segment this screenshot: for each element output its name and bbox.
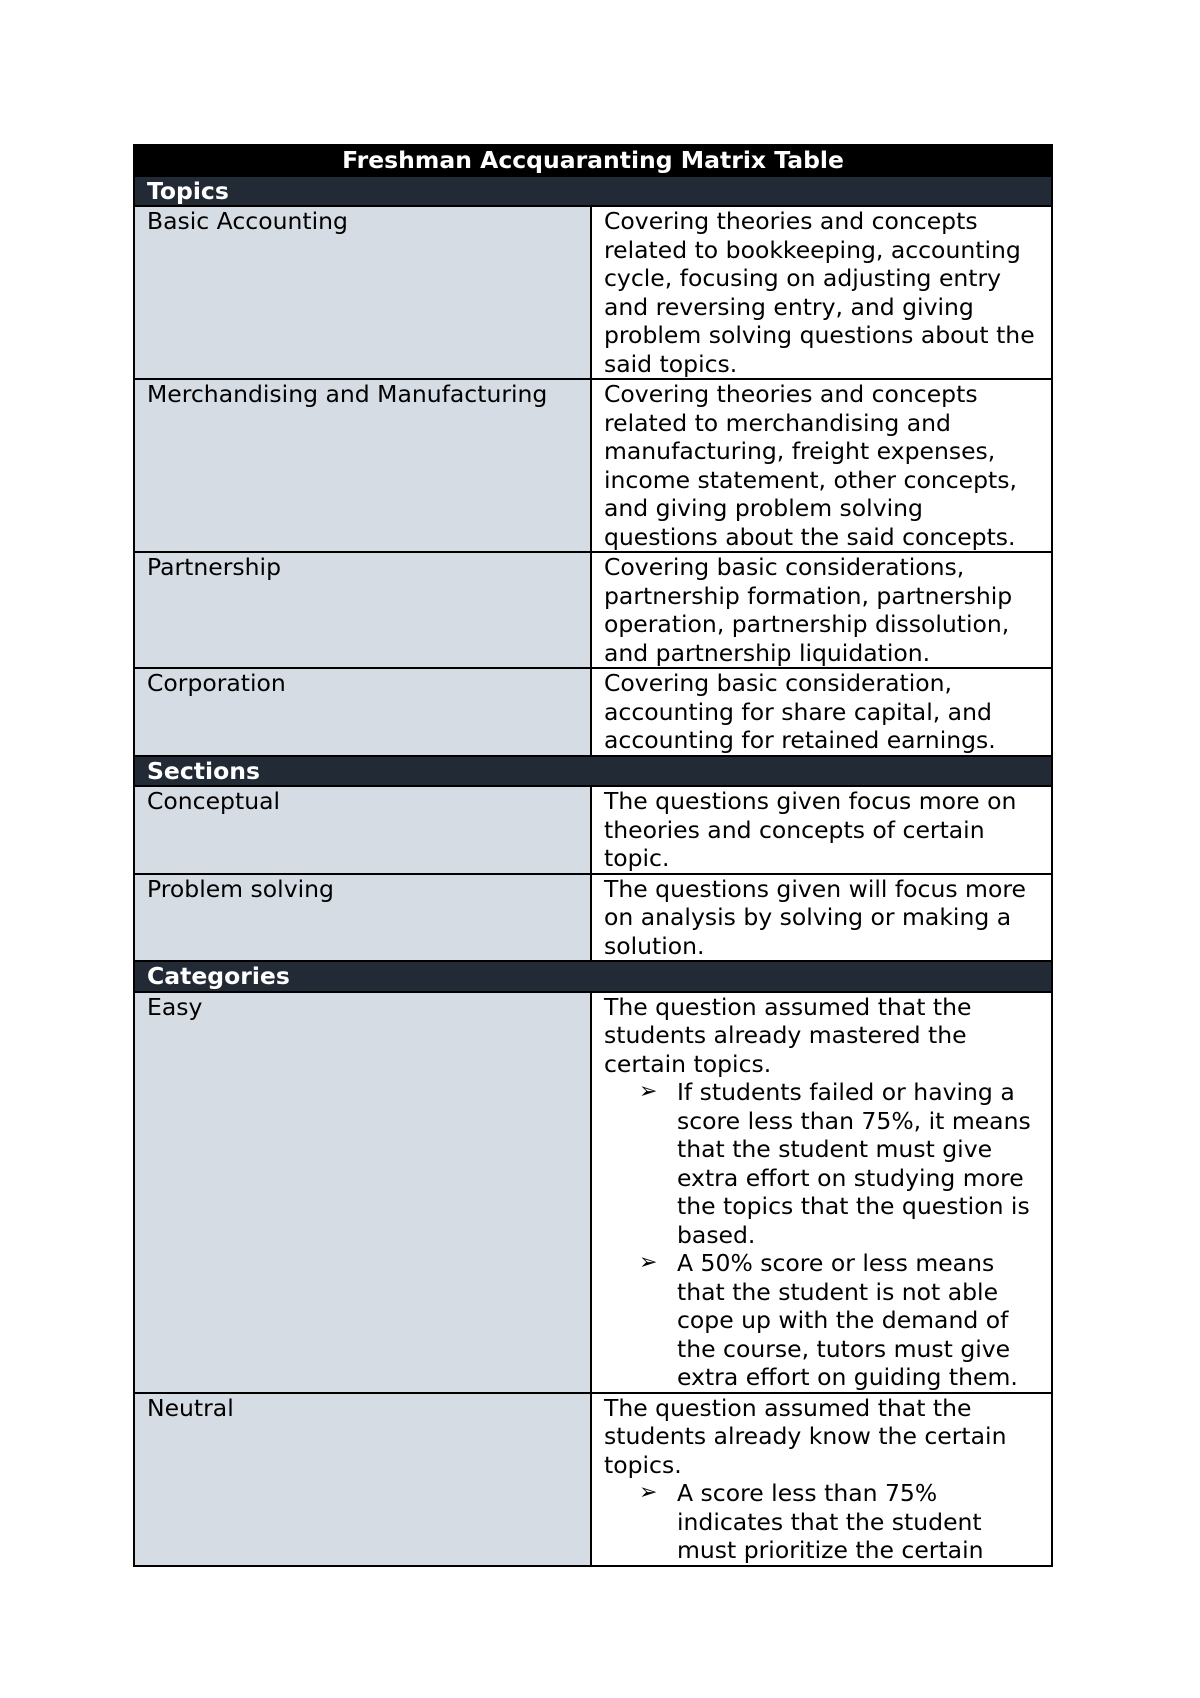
table-row (134, 552, 1052, 668)
row-description: Covering theories and concepts related to merchandising and manufacturing, freight expenses, income statement, other concepts, and giving problem solving questions about the said concepts. (591, 379, 1052, 552)
section-heading: Topics (134, 176, 1052, 207)
row-label: Partnership (134, 552, 591, 668)
row-label: Problem solving (134, 874, 591, 962)
arrow-bullet-icon: ➢ (639, 1250, 658, 1275)
row-label: Conceptual (134, 786, 591, 874)
arrow-bullet-icon: ➢ (639, 1079, 658, 1104)
bullet-list (604, 1078, 1039, 1392)
row-description: Covering basic considerations, partnership formation, partnership operation, partnership dissolution, and partnership liquidation. (591, 552, 1052, 668)
table-row (134, 668, 1052, 756)
bullet-item (639, 1078, 1039, 1249)
bullet-item (639, 1249, 1039, 1392)
table-row (134, 992, 1052, 1393)
bullet-text: If students failed or having a score less than 75%, it means that the student must give extra effort on studying more the topics that the question is based. (677, 1078, 1031, 1249)
table-title: Freshman Accquaranting Matrix Table (134, 145, 1052, 176)
row-label: Easy (134, 992, 591, 1393)
row-description (591, 1393, 1052, 1566)
section-header-topics (134, 176, 1052, 207)
bullet-list (604, 1479, 1039, 1565)
row-description: The questions given focus more on theories and concepts of certain topic. (591, 786, 1052, 874)
section-header-sections (134, 756, 1052, 787)
row-description (591, 992, 1052, 1393)
row-description: Covering theories and concepts related to bookkeeping, accounting cycle, focusing on adjusting entry and reversing entry, and giving problem solving questions about the said topics. (591, 206, 1052, 379)
table-row (134, 786, 1052, 874)
row-description: Covering basic consideration, accounting for share capital, and accounting for retained earnings. (591, 668, 1052, 756)
row-label: Merchandising and Manufacturing (134, 379, 591, 552)
bullet-text: A score less than 75% indicates that the student must prioritize the certain (677, 1479, 984, 1564)
table-row (134, 379, 1052, 552)
section-heading: Categories (134, 961, 1052, 992)
row-label: Corporation (134, 668, 591, 756)
row-label: Basic Accounting (134, 206, 591, 379)
row-description: The questions given will focus more on analysis by solving or making a solution. (591, 874, 1052, 962)
row-label: Neutral (134, 1393, 591, 1566)
table-row (134, 874, 1052, 962)
row-description-text: The question assumed that the students already mastered the certain topics. (604, 992, 972, 1078)
arrow-bullet-icon: ➢ (639, 1480, 658, 1505)
matrix-table (133, 144, 1053, 1567)
table-row (134, 206, 1052, 379)
table-row (134, 1393, 1052, 1566)
section-heading: Sections (134, 756, 1052, 787)
title-row (134, 145, 1052, 176)
row-description-text: The question assumed that the students already know the certain topics. (604, 1393, 1007, 1479)
section-header-categories (134, 961, 1052, 992)
bullet-text: A 50% score or less means that the student is not able cope up with the demand of the course, tutors must give extra effort on guiding them. (677, 1249, 1018, 1391)
bullet-item (639, 1479, 1039, 1565)
